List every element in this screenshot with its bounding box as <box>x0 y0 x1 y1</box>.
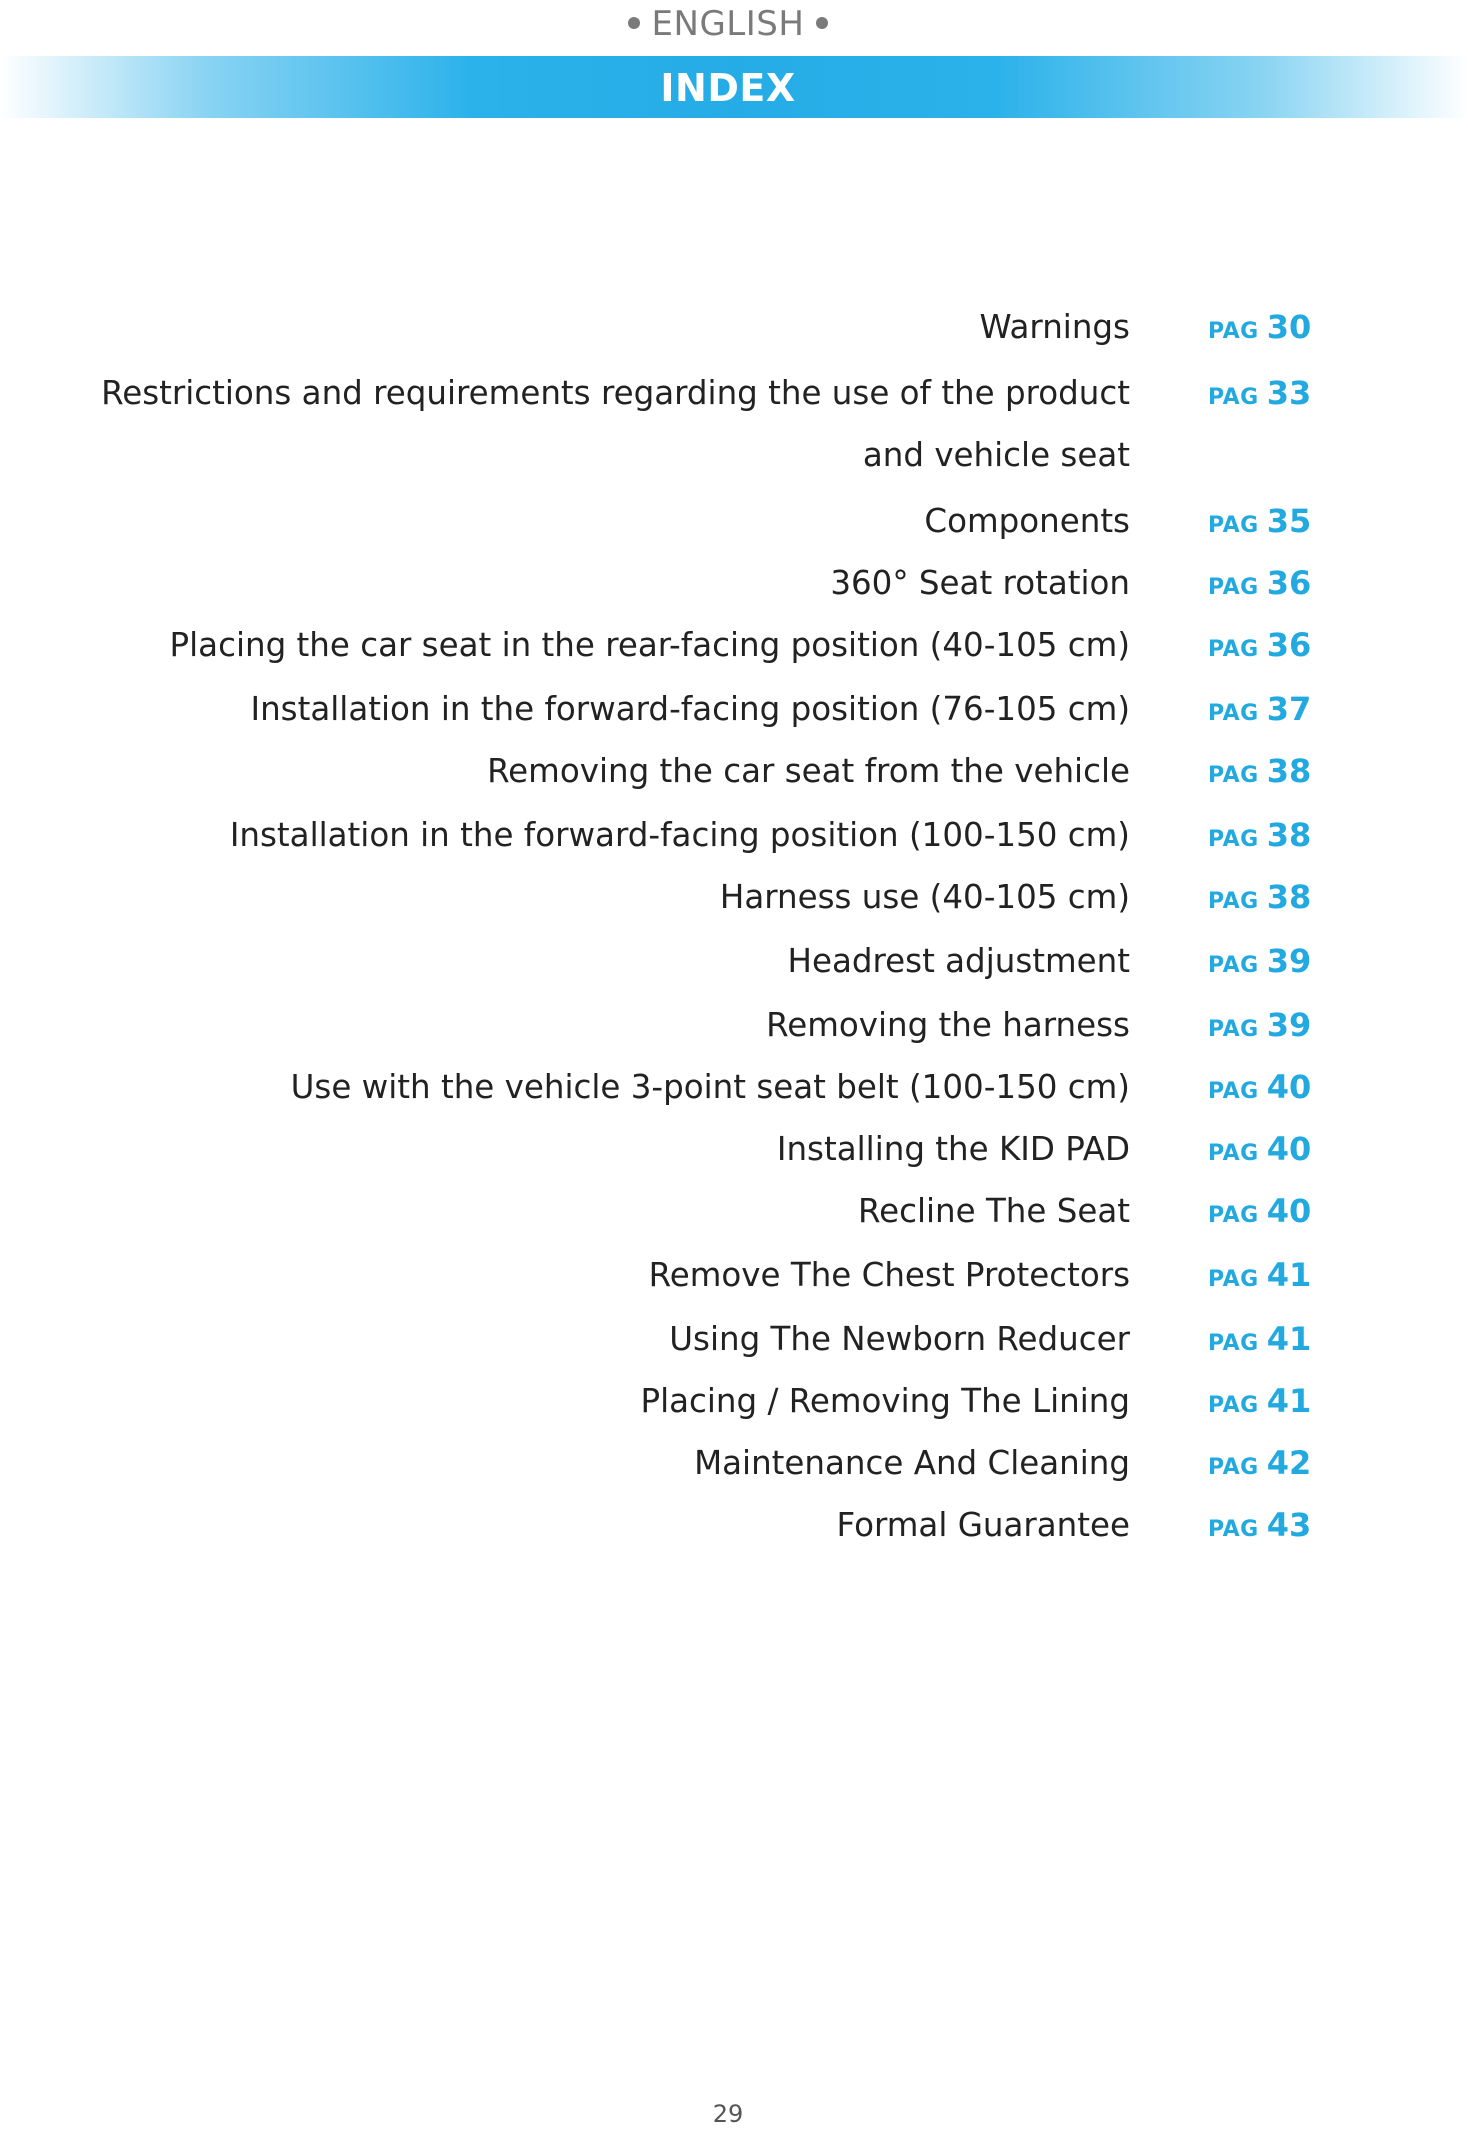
toc-entry-label: Remove The Chest Protectors <box>648 1256 1130 1294</box>
toc-entry[interactable] <box>0 804 1468 860</box>
toc-entry[interactable] <box>0 1370 1468 1426</box>
toc-entry[interactable] <box>0 490 1468 546</box>
toc-entry[interactable] <box>0 866 1468 922</box>
toc-entry[interactable] <box>0 994 1468 1050</box>
toc-entry-page: PAG 40 <box>1208 1192 1312 1230</box>
toc-entry-page: PAG 36 <box>1208 626 1312 664</box>
toc-entry-label: Recline The Seat <box>857 1192 1130 1230</box>
toc-entry-label: Headrest adjustment <box>787 942 1130 980</box>
toc-entry-page: PAG 35 <box>1208 502 1312 540</box>
toc-entry-page: PAG 38 <box>1208 752 1312 790</box>
toc-entry-page: PAG 38 <box>1208 878 1312 916</box>
toc-entry-label: 360° Seat rotation <box>830 564 1130 602</box>
toc-entry-label: Placing / Removing The Lining <box>640 1382 1130 1420</box>
toc-entry-page: PAG 41 <box>1208 1320 1312 1358</box>
toc-entry-page: PAG 37 <box>1208 690 1312 728</box>
toc-entry-page: PAG 39 <box>1208 942 1312 980</box>
toc-entry-label: Use with the vehicle 3-point seat belt (100-150 cm) <box>290 1068 1130 1106</box>
toc-entry[interactable] <box>0 1056 1468 1112</box>
page-number: 29 <box>712 2100 744 2128</box>
toc-entry-label: Using The Newborn Reducer <box>669 1320 1130 1358</box>
toc-entry[interactable] <box>0 1308 1468 1364</box>
toc-entry-label: Formal Guarantee <box>836 1506 1130 1544</box>
bullet-dot-icon <box>816 17 828 29</box>
toc-entry-page: PAG 40 <box>1208 1130 1312 1168</box>
index-banner <box>0 56 1468 118</box>
toc-entry[interactable] <box>0 296 1468 352</box>
toc-entry-page: PAG 39 <box>1208 1006 1312 1044</box>
toc-entry-label: Restrictions and requirements regarding the use of the product and vehicle seat <box>101 374 1130 474</box>
toc-entry-label: Installation in the forward-facing position (100-150 cm) <box>229 816 1130 854</box>
toc-entry-page: PAG 41 <box>1208 1382 1312 1420</box>
toc-entry[interactable] <box>0 930 1468 986</box>
toc-entry[interactable] <box>0 1432 1468 1488</box>
toc-entry[interactable] <box>0 1118 1468 1174</box>
toc-entry-page: PAG 41 <box>1208 1256 1312 1294</box>
toc-entry-label: Harness use (40-105 cm) <box>719 878 1130 916</box>
toc-entry-page: PAG 30 <box>1208 308 1312 346</box>
toc-entry[interactable] <box>0 362 1468 474</box>
toc-entry[interactable] <box>0 740 1468 796</box>
toc-entry-label: Placing the car seat in the rear-facing position (40-105 cm) <box>169 626 1130 664</box>
bullet-dot-icon <box>628 17 640 29</box>
toc-entry-page: PAG 33 <box>1208 374 1312 412</box>
toc-entry-label: Installation in the forward-facing position (76-105 cm) <box>250 690 1130 728</box>
language-label: ENGLISH <box>651 4 805 44</box>
toc-entry-page: PAG 42 <box>1208 1444 1312 1482</box>
toc-entry-page: PAG 40 <box>1208 1068 1312 1106</box>
toc-entry-page: PAG 36 <box>1208 564 1312 602</box>
toc-entry-label: Warnings <box>979 308 1130 346</box>
toc-entry-page: PAG 43 <box>1208 1506 1312 1544</box>
toc-entry-label: Maintenance And Cleaning <box>694 1444 1130 1482</box>
toc-entry-page: PAG 38 <box>1208 816 1312 854</box>
toc-entry-label: Installing the KID PAD <box>776 1130 1130 1168</box>
toc-entry[interactable] <box>0 552 1468 608</box>
toc-entry[interactable] <box>0 614 1468 670</box>
toc-entry[interactable] <box>0 1244 1468 1300</box>
toc-entry[interactable] <box>0 1494 1468 1550</box>
toc-entry[interactable] <box>0 1180 1468 1236</box>
toc-entry-label: Removing the car seat from the vehicle <box>487 752 1130 790</box>
page-title: INDEX <box>660 66 796 110</box>
language-header <box>0 4 1456 44</box>
toc-entry-label: Components <box>924 502 1130 540</box>
toc-entry-label: Removing the harness <box>766 1006 1130 1044</box>
toc-entry[interactable] <box>0 678 1468 734</box>
